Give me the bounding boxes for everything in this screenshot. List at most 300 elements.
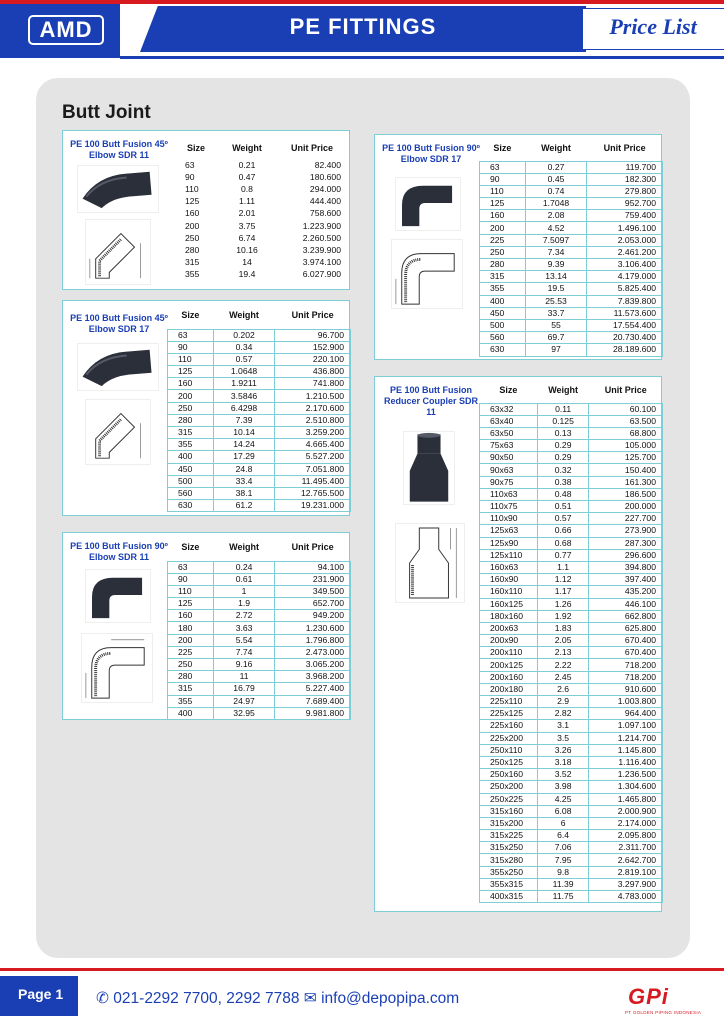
unit-price-cell: 28.189.600 — [587, 344, 663, 356]
size-cell: 90x75 — [480, 476, 538, 488]
size-cell: 200x125 — [480, 659, 538, 671]
unit-price-cell: 2.819.100 — [589, 866, 663, 878]
table-row — [480, 756, 663, 768]
size-cell: 200x63 — [480, 622, 538, 634]
col-size: Size — [480, 377, 538, 403]
table-row — [168, 707, 351, 719]
table-row — [480, 708, 663, 720]
size-cell: 200 — [168, 634, 214, 646]
size-cell: 90 — [480, 173, 526, 185]
weight-cell: 10.14 — [213, 427, 275, 439]
table-row — [168, 695, 351, 707]
unit-price-cell: 287.300 — [589, 537, 663, 549]
weight-cell: 1.12 — [537, 574, 589, 586]
size-cell: 63 — [168, 329, 214, 341]
table-row — [175, 220, 347, 232]
table-row — [480, 866, 663, 878]
size-cell: 400x315 — [480, 891, 538, 903]
weight-cell: 4.25 — [537, 793, 589, 805]
table-row — [480, 173, 663, 185]
product-block-elbow90-sdr11 — [62, 532, 350, 720]
elbow-45-drawing — [85, 399, 151, 465]
unit-price-cell: 1.116.400 — [589, 756, 663, 768]
size-cell: 63x50 — [480, 427, 538, 439]
unit-price-cell: 5.227.400 — [275, 683, 351, 695]
weight-cell: 0.125 — [537, 415, 589, 427]
col-size: Size — [186, 143, 205, 153]
table-row — [175, 257, 347, 269]
size-cell: 75x63 — [480, 440, 538, 452]
size-cell: 200x180 — [480, 683, 538, 695]
unit-price-cell: 758.600 — [309, 208, 341, 219]
size-cell: 200 — [480, 222, 526, 234]
unit-price-cell: 397.400 — [589, 574, 663, 586]
size-cell: 355x315 — [480, 878, 538, 890]
price-table — [167, 301, 351, 512]
col-weight: Weight — [213, 301, 275, 329]
unit-price-cell: 1.214.700 — [589, 732, 663, 744]
size-cell: 315x160 — [480, 805, 538, 817]
unit-price-cell: 7.839.800 — [587, 295, 663, 307]
unit-price-cell: 2.053.000 — [587, 234, 663, 246]
table-row — [168, 329, 351, 341]
size-cell: 250x125 — [480, 756, 538, 768]
weight-cell: 3.52 — [537, 769, 589, 781]
table-row — [480, 561, 663, 573]
weight-cell: 0.11 — [537, 403, 589, 415]
unit-price-cell: 12.765.500 — [275, 487, 351, 499]
unit-price-cell: 446.100 — [589, 598, 663, 610]
table-row — [480, 696, 663, 708]
size-cell: 160 — [168, 610, 214, 622]
unit-price-cell: 1.145.800 — [589, 744, 663, 756]
weight-cell: 0.202 — [213, 329, 275, 341]
table-row — [480, 403, 663, 415]
weight-cell: 2.82 — [537, 708, 589, 720]
header-divider — [120, 56, 724, 59]
weight-cell: 3.5846 — [213, 390, 275, 402]
unit-price-cell: 662.800 — [589, 610, 663, 622]
col-weight: Weight — [232, 143, 262, 153]
size-cell: 125x90 — [480, 537, 538, 549]
table-row — [480, 440, 663, 452]
table-row — [480, 586, 663, 598]
table-row — [168, 414, 351, 426]
table-row — [480, 610, 663, 622]
unit-price-cell: 625.800 — [589, 622, 663, 634]
reducer-photo — [403, 431, 455, 505]
size-cell: 125 — [168, 366, 214, 378]
weight-cell: 7.95 — [537, 854, 589, 866]
weight-cell: 0.34 — [213, 341, 275, 353]
unit-price-cell: 3.239.900 — [302, 244, 341, 255]
weight-cell: 13.14 — [525, 271, 587, 283]
size-cell: 63x40 — [480, 415, 538, 427]
size-cell: 355 — [480, 283, 526, 295]
weight-cell: 0.27 — [525, 161, 587, 173]
unit-price-cell: 3.259.200 — [275, 427, 351, 439]
unit-price-cell: 200.000 — [589, 501, 663, 513]
size-cell: 355 — [168, 439, 214, 451]
size-cell: 90 — [168, 573, 214, 585]
table-row — [175, 196, 347, 208]
col-unit-price: Unit Price — [589, 377, 663, 403]
size-cell: 400 — [168, 451, 214, 463]
unit-price-cell: 180.600 — [309, 171, 341, 182]
unit-price-cell: 20.730.400 — [587, 332, 663, 344]
unit-price-cell: 182.300 — [587, 173, 663, 185]
size-cell: 450 — [168, 463, 214, 475]
product-name: PE 100 Butt Fusion 90º Elbow SDR 17 — [382, 143, 480, 164]
table-row — [480, 842, 663, 854]
unit-price-cell: 2.473.000 — [275, 646, 351, 658]
size-cell: 63 — [168, 561, 214, 573]
table-row — [168, 634, 351, 646]
unit-price-cell: 273.900 — [589, 525, 663, 537]
table-row — [168, 487, 351, 499]
weight-cell: 14 — [242, 257, 252, 268]
weight-cell: 7.39 — [213, 414, 275, 426]
unit-price-cell: 60.100 — [589, 403, 663, 415]
size-cell: 90x63 — [480, 464, 538, 476]
unit-price-cell: 7.051.800 — [275, 463, 351, 475]
col-size: Size — [168, 301, 214, 329]
table-row — [480, 234, 663, 246]
weight-cell: 6.4298 — [213, 402, 275, 414]
weight-cell: 38.1 — [213, 487, 275, 499]
weight-cell: 0.29 — [537, 440, 589, 452]
table-row — [168, 341, 351, 353]
unit-price-cell: 964.400 — [589, 708, 663, 720]
col-size: Size — [168, 533, 214, 561]
elbow-90-photo — [395, 177, 461, 231]
size-cell: 250x200 — [480, 781, 538, 793]
weight-cell: 11.39 — [537, 878, 589, 890]
unit-price-cell: 3.065.200 — [275, 659, 351, 671]
table-row — [480, 647, 663, 659]
table-row — [168, 622, 351, 634]
table-row — [480, 464, 663, 476]
price-table — [175, 137, 347, 281]
table-row — [480, 452, 663, 464]
col-unit-price: Unit Price — [275, 301, 351, 329]
unit-price-cell: 119.700 — [587, 161, 663, 173]
size-cell: 110x63 — [480, 488, 538, 500]
price-table — [479, 135, 663, 357]
table-row — [480, 793, 663, 805]
table-row — [480, 635, 663, 647]
weight-cell: 3.18 — [537, 756, 589, 768]
unit-price-cell: 3.968.200 — [275, 671, 351, 683]
unit-price-cell: 1.097.100 — [589, 720, 663, 732]
weight-cell: 19.5 — [525, 283, 587, 295]
weight-cell: 0.68 — [537, 537, 589, 549]
weight-cell: 1.0648 — [213, 366, 275, 378]
table-row — [480, 283, 663, 295]
weight-cell: 1.7048 — [525, 198, 587, 210]
table-row — [168, 463, 351, 475]
weight-cell: 6.74 — [238, 232, 256, 243]
size-cell: 125x63 — [480, 525, 538, 537]
weight-cell: 0.8 — [241, 183, 253, 194]
price-list-label: Price List — [609, 14, 697, 39]
table-row — [480, 805, 663, 817]
weight-cell: 33.7 — [525, 307, 587, 319]
weight-cell: 0.38 — [537, 476, 589, 488]
size-cell: 200 — [185, 220, 200, 231]
unit-price-cell: 11.495.400 — [275, 475, 351, 487]
unit-price-cell: 231.900 — [275, 573, 351, 585]
size-cell: 160 — [168, 378, 214, 390]
unit-price-cell: 1.496.100 — [587, 222, 663, 234]
size-cell: 560 — [480, 332, 526, 344]
table-row — [480, 683, 663, 695]
elbow-90-drawing — [81, 633, 153, 703]
size-cell: 225 — [480, 234, 526, 246]
table-row — [168, 671, 351, 683]
table-row — [168, 683, 351, 695]
unit-price-cell: 2.000.900 — [589, 805, 663, 817]
table-row — [480, 671, 663, 683]
weight-cell: 0.57 — [213, 353, 275, 365]
product-name: PE 100 Butt Fusion 45º Elbow SDR 11 — [70, 139, 168, 160]
product-block-elbow45-sdr17 — [62, 300, 350, 516]
size-cell: 400 — [480, 295, 526, 307]
weight-cell: 1.26 — [537, 598, 589, 610]
table-row — [480, 319, 663, 331]
weight-cell: 61.2 — [213, 500, 275, 512]
table-row — [168, 427, 351, 439]
weight-cell: 1.17 — [537, 586, 589, 598]
weight-cell: 32.95 — [213, 707, 275, 719]
table-row — [168, 500, 351, 512]
unit-price-cell: 150.400 — [589, 464, 663, 476]
weight-cell: 24.8 — [213, 463, 275, 475]
weight-cell: 2.72 — [213, 610, 275, 622]
size-cell: 125 — [185, 196, 200, 207]
weight-cell: 0.51 — [537, 501, 589, 513]
weight-cell: 2.45 — [537, 671, 589, 683]
size-cell: 90 — [168, 341, 214, 353]
table-row — [480, 549, 663, 561]
table-row — [168, 475, 351, 487]
unit-price-cell: 718.200 — [589, 659, 663, 671]
weight-cell: 3.63 — [213, 622, 275, 634]
unit-price-cell: 296.600 — [589, 549, 663, 561]
size-cell: 160x110 — [480, 586, 538, 598]
size-cell: 355x250 — [480, 866, 538, 878]
table-row — [480, 271, 663, 283]
unit-price-cell: 2.095.800 — [589, 830, 663, 842]
unit-price-cell: 652.700 — [275, 598, 351, 610]
table-row — [168, 402, 351, 414]
weight-cell: 7.74 — [213, 646, 275, 658]
weight-cell: 2.08 — [525, 210, 587, 222]
unit-price-cell: 152.900 — [275, 341, 351, 353]
weight-cell: 19.4 — [238, 269, 256, 280]
table-row — [175, 244, 347, 256]
size-cell: 110x75 — [480, 501, 538, 513]
table-row — [480, 537, 663, 549]
size-cell: 400 — [168, 707, 214, 719]
table-row — [168, 659, 351, 671]
unit-price-cell: 96.700 — [275, 329, 351, 341]
unit-price-cell: 3.297.900 — [589, 878, 663, 890]
table-row — [168, 439, 351, 451]
unit-price-cell: 161.300 — [589, 476, 663, 488]
size-cell: 250 — [168, 402, 214, 414]
weight-cell: 6 — [537, 817, 589, 829]
size-cell: 200x160 — [480, 671, 538, 683]
size-cell: 630 — [480, 344, 526, 356]
unit-price-cell: 670.400 — [589, 635, 663, 647]
unit-price-cell: 105.000 — [589, 440, 663, 452]
table-row — [480, 246, 663, 258]
table-row — [480, 295, 663, 307]
unit-price-cell: 82.400 — [314, 159, 341, 170]
size-cell: 90x50 — [480, 452, 538, 464]
weight-cell: 7.06 — [537, 842, 589, 854]
size-cell: 225x110 — [480, 696, 538, 708]
table-row — [480, 574, 663, 586]
unit-price-cell: 394.800 — [589, 561, 663, 573]
weight-cell: 10.16 — [236, 244, 258, 255]
unit-price-cell: 5.825.400 — [587, 283, 663, 295]
table-row — [168, 366, 351, 378]
unit-price-cell: 9.981.800 — [275, 707, 351, 719]
unit-price-cell: 17.554.400 — [587, 319, 663, 331]
size-cell: 500 — [168, 475, 214, 487]
weight-cell: 9.39 — [525, 259, 587, 271]
product-name: PE 100 Butt Fusion 90º Elbow SDR 11 — [70, 541, 168, 562]
unit-price-cell: 7.689.400 — [275, 695, 351, 707]
weight-cell: 11 — [213, 671, 275, 683]
weight-cell: 0.32 — [537, 464, 589, 476]
table-row — [480, 198, 663, 210]
table-row — [168, 598, 351, 610]
table-row — [175, 232, 347, 244]
elbow-90-drawing — [391, 239, 463, 309]
unit-price-cell: 19.231.000 — [275, 500, 351, 512]
table-row — [480, 488, 663, 500]
unit-price-cell: 4.665.400 — [275, 439, 351, 451]
unit-price-cell: 952.700 — [587, 198, 663, 210]
unit-price-cell: 1.003.800 — [589, 696, 663, 708]
table-row — [480, 476, 663, 488]
table-row — [480, 222, 663, 234]
unit-price-cell: 68.800 — [589, 427, 663, 439]
size-cell: 63 — [480, 161, 526, 173]
col-unit-price: Unit Price — [275, 533, 351, 561]
weight-cell: 2.01 — [238, 208, 256, 219]
table-row — [480, 185, 663, 197]
weight-cell: 14.24 — [213, 439, 275, 451]
weight-cell: 2.05 — [537, 635, 589, 647]
table-row — [480, 307, 663, 319]
unit-price-cell: 2.260.500 — [302, 232, 341, 243]
size-cell: 315x280 — [480, 854, 538, 866]
weight-cell: 0.13 — [537, 427, 589, 439]
page-number: Page 1 — [18, 986, 64, 1002]
col-size: Size — [480, 135, 526, 161]
unit-price-cell: 5.527.200 — [275, 451, 351, 463]
weight-cell: 2.9 — [537, 696, 589, 708]
table-row — [175, 183, 347, 195]
elbow-45-photo — [77, 165, 159, 213]
unit-price-cell: 3.974.100 — [302, 257, 341, 268]
unit-price-cell: 910.600 — [589, 683, 663, 695]
weight-cell: 7.5097 — [525, 234, 587, 246]
weight-cell: 3.1 — [537, 720, 589, 732]
unit-price-cell: 2.510.800 — [275, 414, 351, 426]
weight-cell: 0.77 — [537, 549, 589, 561]
footer-red-line — [0, 968, 724, 971]
size-cell: 355 — [185, 269, 200, 280]
unit-price-cell: 294.000 — [309, 183, 341, 194]
weight-cell: 4.52 — [525, 222, 587, 234]
table-row — [480, 781, 663, 793]
table-row — [480, 769, 663, 781]
table-row — [168, 646, 351, 658]
table-row — [168, 585, 351, 597]
weight-cell: 24.97 — [213, 695, 275, 707]
table-row — [480, 344, 663, 356]
unit-price-cell: 670.400 — [589, 647, 663, 659]
unit-price-cell: 1.223.900 — [302, 220, 341, 231]
unit-price-cell: 1.210.500 — [275, 390, 351, 402]
weight-cell: 0.24 — [213, 561, 275, 573]
table-row — [480, 878, 663, 890]
size-cell: 250x160 — [480, 769, 538, 781]
size-cell: 125x110 — [480, 549, 538, 561]
table-row — [480, 415, 663, 427]
table-row — [480, 161, 663, 173]
product-block-elbow45-sdr11 — [62, 130, 350, 290]
unit-price-cell: 6.027.900 — [302, 269, 341, 280]
contact-info: ✆ 021-2292 7700, 2292 7788 ✉ info@depopipa.com — [96, 990, 460, 1007]
size-cell: 500 — [480, 319, 526, 331]
weight-cell: 9.8 — [537, 866, 589, 878]
weight-cell: 97 — [525, 344, 587, 356]
section-title: Butt Joint — [62, 102, 151, 123]
weight-cell: 0.45 — [525, 173, 587, 185]
size-cell: 110 — [480, 185, 526, 197]
size-cell: 315 — [185, 257, 200, 268]
product-name: PE 100 Butt Fusion Reducer Coupler SDR 11 — [383, 385, 479, 417]
unit-price-cell: 2.174.000 — [589, 817, 663, 829]
table-row — [480, 854, 663, 866]
unit-price-cell: 1.230.600 — [275, 622, 351, 634]
gpi-company-name: PT GOLDEN PIPING INDONESIA — [625, 1010, 702, 1015]
table-row — [175, 171, 347, 183]
unit-price-cell: 125.700 — [589, 452, 663, 464]
weight-cell: 33.4 — [213, 475, 275, 487]
weight-cell: 1.1 — [537, 561, 589, 573]
size-cell: 250 — [168, 659, 214, 671]
unit-price-cell: 741.800 — [275, 378, 351, 390]
table-row — [480, 732, 663, 744]
unit-price-cell: 1.465.800 — [589, 793, 663, 805]
table-row — [480, 622, 663, 634]
unit-price-cell: 3.106.400 — [587, 259, 663, 271]
size-cell: 315 — [480, 271, 526, 283]
size-cell: 250 — [480, 246, 526, 258]
weight-cell: 17.29 — [213, 451, 275, 463]
weight-cell: 1.92 — [537, 610, 589, 622]
table-row — [480, 830, 663, 842]
unit-price-cell: 227.700 — [589, 513, 663, 525]
unit-price-cell: 718.200 — [589, 671, 663, 683]
